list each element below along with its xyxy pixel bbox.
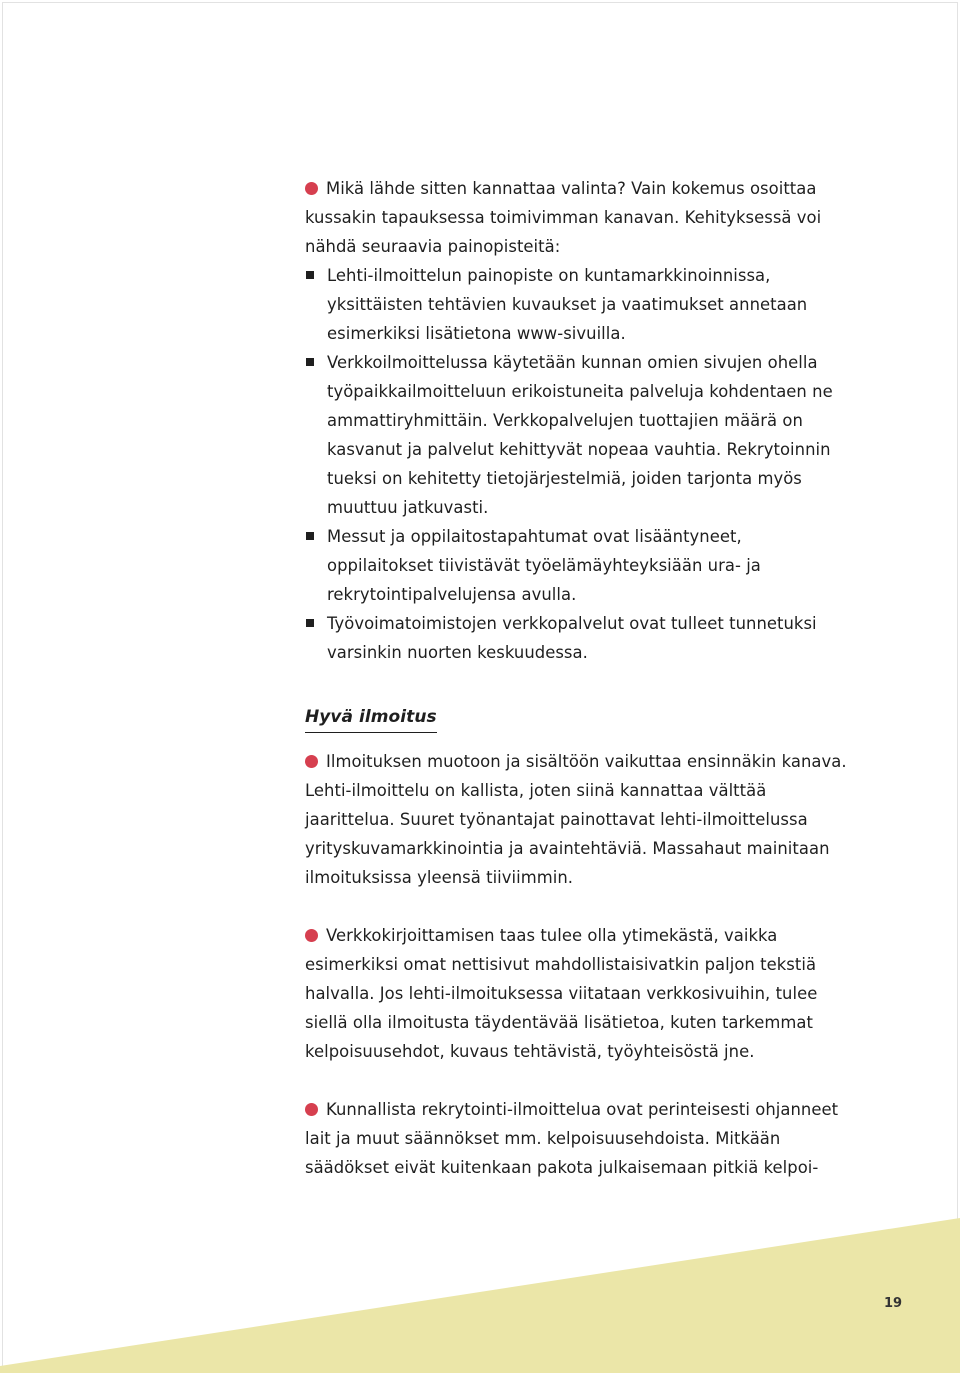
square-bullet-icon	[306, 358, 314, 366]
corner-triangle	[0, 1218, 960, 1373]
list-item	[305, 609, 850, 667]
paragraph-text: Verkkokirjoittamisen taas tulee olla ytimekästä, vaikka esimerkiksi omat nettisivut mahdollistaisivatkin paljon tekstiä halvalla. Jos lehti-ilmoituksessa viitataan verkkosivuihin, tulee siellä olla ilmoitusta täydentävää lisätietoa, kuten tarkemmat kelpoisuusehdot, kuvaus tehtävistä, työyhteisöstä jne.	[305, 926, 818, 1061]
section-heading: Hyvä ilmoitus	[305, 704, 437, 733]
body-paragraph	[305, 921, 850, 1066]
paragraph-text: Kunnallista rekrytointi-ilmoittelua ovat perinteisesti ohjanneet lait ja muut säännökset mm. kelpoisuusehdoista. Mitkään säädökset eivät kuitenkaan pakota julkaisemaan pitkiä kelpoi-	[305, 1100, 839, 1177]
list-item	[305, 522, 850, 609]
list-item	[305, 348, 850, 522]
paragraph-text: Ilmoituksen muotoon ja sisältöön vaikuttaa ensinnäkin kanava. Lehti-ilmoittelu on kallista, joten siinä kannattaa välttää jaarittelua. Suuret työnantajat painottavat lehti-ilmoittelussa yrityskuvamarkkinointia ja avaintehtäviä. Massahaut mainitaan ilmoituksissa yleensä tiiviimmin.	[305, 752, 847, 887]
list-item-text: Työvoimatoimistojen verkkopalvelut ovat tulleet tunnetuksi varsinkin nuorten keskuudessa.	[327, 614, 817, 662]
red-dot-icon	[305, 929, 318, 942]
list-item	[305, 261, 850, 348]
intro-text: Mikä lähde sitten kannattaa valinta? Vain kokemus osoittaa kussakin tapauksessa toimivimman kanavan. Kehityksessä voi nähdä seuraavia painopisteitä:	[305, 179, 822, 256]
intro-paragraph	[305, 174, 850, 261]
list-item-text: Verkkoilmoittelussa käytetään kunnan omien sivujen ohella työpaikkailmoitteluun erikoistuneita palveluja kohdentaen ne ammattiryhmittäin. Verkkopalvelujen tuottajien määrä on kasvanut ja palvelut kehittyvät nopeaa vauhtia. Rekrytoinnin tueksi on kehitetty tietojärjestelmiä, joiden tarjonta myös muuttuu jatkuvasti.	[327, 353, 833, 517]
square-bullet-icon	[306, 271, 314, 279]
square-bullet-icon	[306, 619, 314, 627]
focus-list	[305, 261, 850, 667]
article-body	[305, 174, 850, 1182]
body-paragraph	[305, 1095, 850, 1182]
red-dot-icon	[305, 1103, 318, 1116]
list-item-text: Lehti-ilmoittelun painopiste on kuntamarkkinoinnissa, yksittäisten tehtävien kuvaukset ja vaatimukset annetaan esimerkiksi lisätietona www-sivuilla.	[327, 266, 808, 343]
red-dot-icon	[305, 182, 318, 195]
square-bullet-icon	[306, 532, 314, 540]
page-number: 19	[884, 1296, 903, 1311]
list-item-text: Messut ja oppilaitostapahtumat ovat lisääntyneet, oppilaitokset tiivistävät työelämäyhteyksiään ura- ja rekrytointipalvelujensa avulla.	[327, 527, 761, 604]
body-paragraph	[305, 747, 850, 892]
red-dot-icon	[305, 755, 318, 768]
